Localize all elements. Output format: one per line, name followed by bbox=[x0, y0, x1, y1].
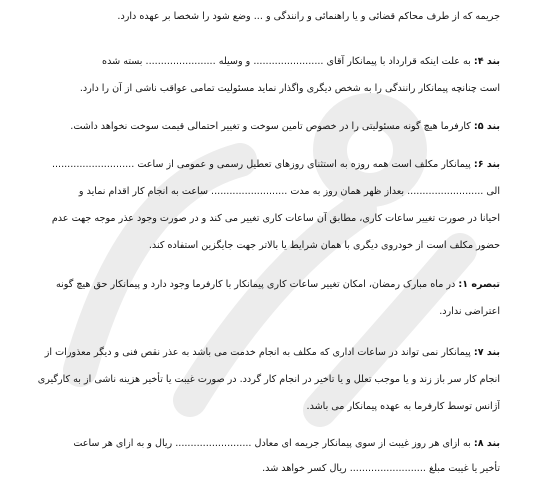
paragraph-line bbox=[38, 178, 500, 205]
clause-label: بند ۵: bbox=[473, 121, 500, 132]
paragraph-line bbox=[38, 151, 500, 178]
paragraph-line bbox=[38, 113, 500, 140]
line-text: به علت اینکه قرارداد با پیمانکار آقای ....................... و وسیله ....................... بسته شده bbox=[102, 56, 474, 67]
line-text: جریمه که از طرف محاکم قضائی و یا راهنمائی و رانندگی و ... وضع شود را شخصا بر عهده دارد. bbox=[117, 11, 500, 22]
line-text: اعتراضی ندارد. bbox=[439, 306, 500, 317]
paragraph-line bbox=[38, 205, 500, 232]
line-text: آژانس توسط کارفرما به عهده پیمانکار می باشد. bbox=[306, 401, 500, 412]
line-text: در ماه مبارک رمضان، امکان تغییر ساعات کاری پیمانکار با کارفرما وجود دارد و پیمانکار حق هیچ گونه bbox=[55, 279, 459, 290]
line-text: کارفرما هیچ گونه مسئولیتی را در خصوص تامین سوخت و تغییر احتمالی قیمت سوخت نخواهد داشت. bbox=[70, 121, 474, 132]
clause-label: بند ۶: bbox=[473, 159, 500, 170]
paragraph-line bbox=[38, 48, 500, 75]
clause-label: بند ۸: bbox=[473, 438, 500, 449]
paragraph-line bbox=[38, 3, 500, 30]
paragraph-line bbox=[38, 75, 500, 102]
paragraph-line bbox=[38, 366, 500, 393]
line-text: حضور مکلف است از خودروی دیگری با همان شرایط یا بالاتر جهت جایگزین استفاده کند. bbox=[148, 240, 500, 251]
line-text: احیانا در صورت تغییر ساعات کاری، مطابق آن ساعات کاری تغییر می کند و در صورت وجود عذر موجه جهت عدم bbox=[51, 213, 500, 224]
line-text: پیمانکار نمی تواند در ساعات اداری که مکلف به انجام خدمت می باشد به عذر نقص فنی و دیگر معذورات از bbox=[44, 347, 474, 358]
paragraph-line bbox=[38, 339, 500, 366]
paragraph-line bbox=[38, 298, 500, 325]
paragraph-line bbox=[38, 271, 500, 298]
clause-label: بند ۷: bbox=[473, 347, 500, 358]
clause-label: بند ۴: bbox=[473, 56, 500, 67]
line-text: است چنانچه پیمانکار رانندگی را به شخص دیگری واگذار نماید مسئولیت تمامی عواقب ناشی از آن را دارد. bbox=[79, 83, 500, 94]
line-text: تأخیر یا غیبت مبلغ ......................... ریال کسر خواهد شد. bbox=[262, 463, 500, 474]
paragraph-line bbox=[38, 232, 500, 259]
line-text: الی ......................... بعداز ظهر همان روز به مدت ......................... ساعت به انجام کار اقدام نماید و bbox=[78, 186, 500, 197]
line-text: پیمانکار مکلف است همه روزه به استثنای روزهای تعطیل رسمی و عمومی از ساعت ........................... bbox=[51, 159, 474, 170]
line-text: به ازای هر روز غیبت از سوی پیمانکار جریمه ای معادل ......................... ریال و به ازای هر ساعت bbox=[73, 438, 474, 449]
paragraph-line bbox=[38, 430, 500, 457]
line-text: انجام کار سر باز زند و یا موجب تعلل و یا تاخیر در انجام کار گردد. در صورت غیبت یا تأخیر هزینه ناشی از به کارگیری bbox=[38, 374, 500, 385]
paragraph-line bbox=[38, 393, 500, 420]
note-label: تبصره ۱: bbox=[458, 279, 500, 290]
paragraph-line bbox=[38, 455, 500, 482]
